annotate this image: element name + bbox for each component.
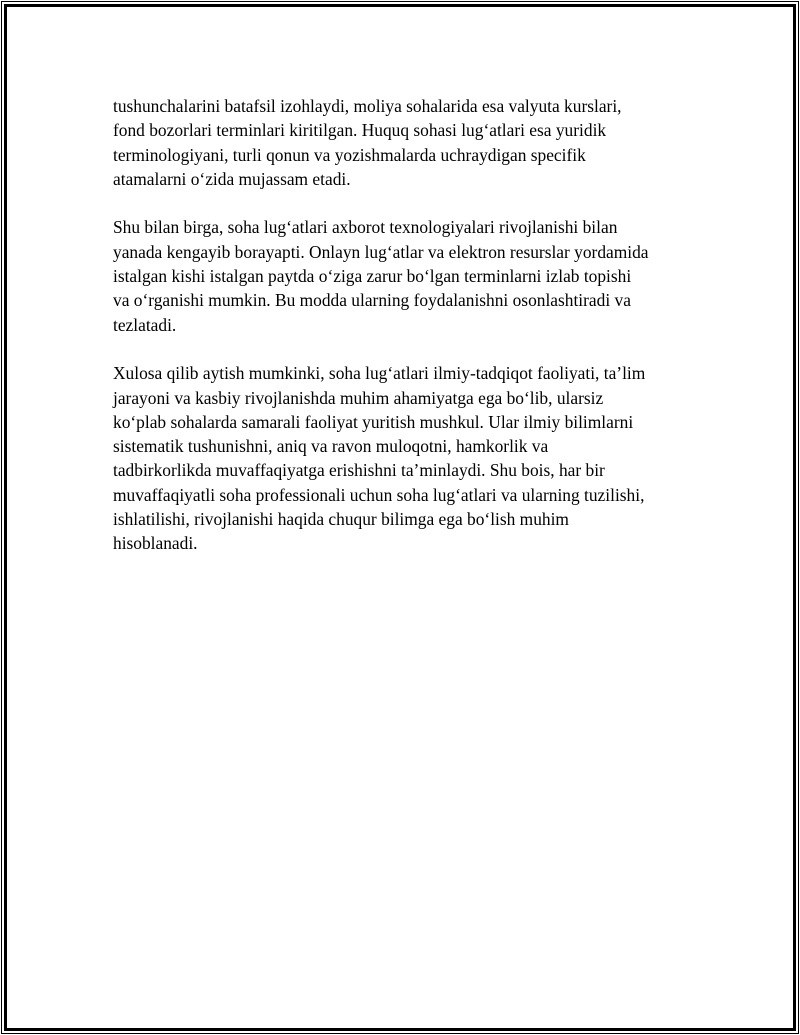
document-body: [113, 94, 703, 556]
text-line: atamalarni o‘zida mujassam etadi.: [113, 168, 351, 189]
text-line: hisoblanadi.: [113, 533, 198, 554]
text-line: istalgan kishi istalgan paytda o‘ziga zarur bo‘lgan terminlarni izlab topishi: [113, 266, 632, 287]
text-line: tushunchalarini batafsil izohlaydi, moliya sohalarida esa valyuta kurslari,: [113, 96, 622, 116]
text-line: tezlatadi.: [113, 314, 177, 335]
text-line: ko‘plab sohalarda samarali faoliyat yuritish mushkul. Ular ilmiy bilimlarni: [113, 411, 634, 432]
text-line: tadbirkorlikda muvaffaqiyatga erishishni ta’minlaydi. Shu bois, har bir: [113, 460, 605, 481]
text-line: fond bozorlari terminlari kiritilgan. Huquq sohasi lug‘atlari esa yuridik: [113, 120, 607, 141]
paragraph-2: [113, 215, 703, 336]
text-line: muvaffaqiyatli soha professionali uchun soha lug‘atlari va ularning tuzilishi,: [113, 484, 645, 505]
text-line: terminologiyani, turli qonun va yozishmalarda uchraydigan specifik: [113, 144, 586, 165]
text-line: Shu bilan birga, soha lug‘atlari axborot texnologiyalari rivojlanishi bilan: [113, 217, 618, 238]
paragraph-3: [113, 361, 703, 555]
text-line: sistematik tushunishni, aniq va ravon muloqotni, hamkorlik va: [113, 436, 549, 457]
text-line: yanada kengayib borayapti. Onlayn lug‘atlar va elektron resurslar yordamida: [113, 241, 649, 262]
text-line: Xulosa qilib aytish mumkinki, soha lug‘atlari ilmiy-tadqiqot faoliyati, ta’lim: [113, 363, 646, 384]
text-line: va o‘rganishi mumkin. Bu modda ularning foydalanishni osonlashtiradi va: [113, 290, 631, 311]
text-line: ishlatilishi, rivojlanishi haqida chuqur bilimga ega bo‘lish muhim: [113, 509, 569, 530]
paragraph-1: [113, 94, 703, 191]
text-line: jarayoni va kasbiy rivojlanishda muhim ahamiyatga ega bo‘lib, ularsiz: [113, 387, 604, 408]
